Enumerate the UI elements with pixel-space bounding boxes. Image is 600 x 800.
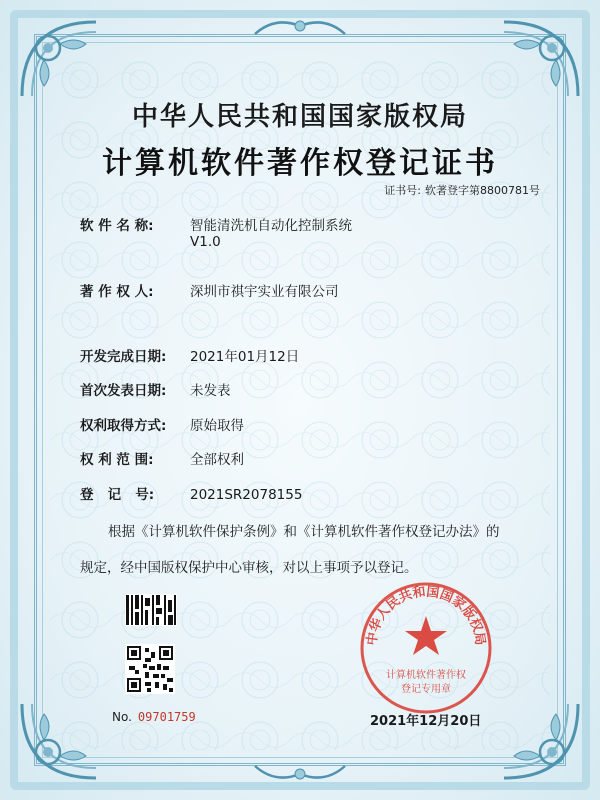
field-value: 未发表 (190, 383, 231, 399)
corner-ornament-icon (496, 696, 586, 786)
bottom-ornament-icon (250, 762, 350, 786)
field-rights-scope (80, 448, 244, 468)
serial-value: 09701759 (137, 710, 196, 724)
corner-ornament-icon (14, 696, 104, 786)
field-value: 智能清洗机自动化控制系统 (190, 218, 352, 234)
field-label: 登 记 号: (80, 487, 155, 503)
statement-line-1: 根据《计算机软件保护条例》和《计算机软件著作权登记办法》的 (108, 524, 500, 540)
top-ornament-icon (250, 14, 350, 38)
field-label: 首次发表日期: (80, 383, 167, 399)
field-completion-date (80, 345, 299, 365)
barcode-icon (125, 594, 177, 626)
software-version: V1.0 (190, 234, 221, 250)
seal-center-line-1: 计算机软件著作权 (386, 670, 466, 681)
field-label: 权 利 范 围: (80, 452, 154, 468)
field-label: 软 件 名 称: (80, 218, 154, 234)
seal-star-icon (405, 616, 447, 655)
field-first-publish-date (80, 379, 231, 399)
seal-ring-text: 中华人民共和国国家版权局 (364, 584, 488, 647)
field-registration-number (80, 483, 302, 503)
certificate-number-value: 软著登字第8800781号 (425, 184, 540, 197)
certificate-number (380, 182, 540, 198)
field-label: 权利取得方式: (80, 418, 167, 434)
certificate-number-label: 证书号: (384, 184, 421, 197)
field-owner (80, 280, 339, 300)
field-value: 2021SR2078155 (190, 487, 303, 503)
field-label: 著 作 权 人: (80, 284, 154, 300)
field-value: 深圳市祺宇实业有限公司 (190, 284, 339, 300)
field-label: 开发完成日期: (80, 349, 167, 365)
serial-number (112, 710, 196, 724)
field-value: 全部权利 (190, 452, 244, 468)
qr-code-icon (125, 644, 175, 694)
field-value: 2021年01月12日 (190, 349, 300, 365)
seal-center-line-2: 登记专用章 (401, 684, 451, 695)
corner-ornament-icon (14, 14, 104, 104)
issuer-title: 中华人民共和国国家版权局 (131, 102, 468, 132)
field-value: 原始取得 (190, 418, 244, 434)
serial-label: No. (112, 710, 132, 724)
issue-date: 2021年12月20日 (370, 714, 482, 729)
corner-ornament-icon (496, 14, 586, 104)
official-seal-stamp (356, 578, 496, 718)
field-acquisition-method (80, 414, 244, 434)
statement-line-2: 规定，经中国版权保护中心审核，对以上事项予以登记。 (80, 560, 418, 576)
certificate-title: 计算机软件著作权登记证书 (102, 146, 498, 181)
field-software-name (80, 214, 352, 234)
